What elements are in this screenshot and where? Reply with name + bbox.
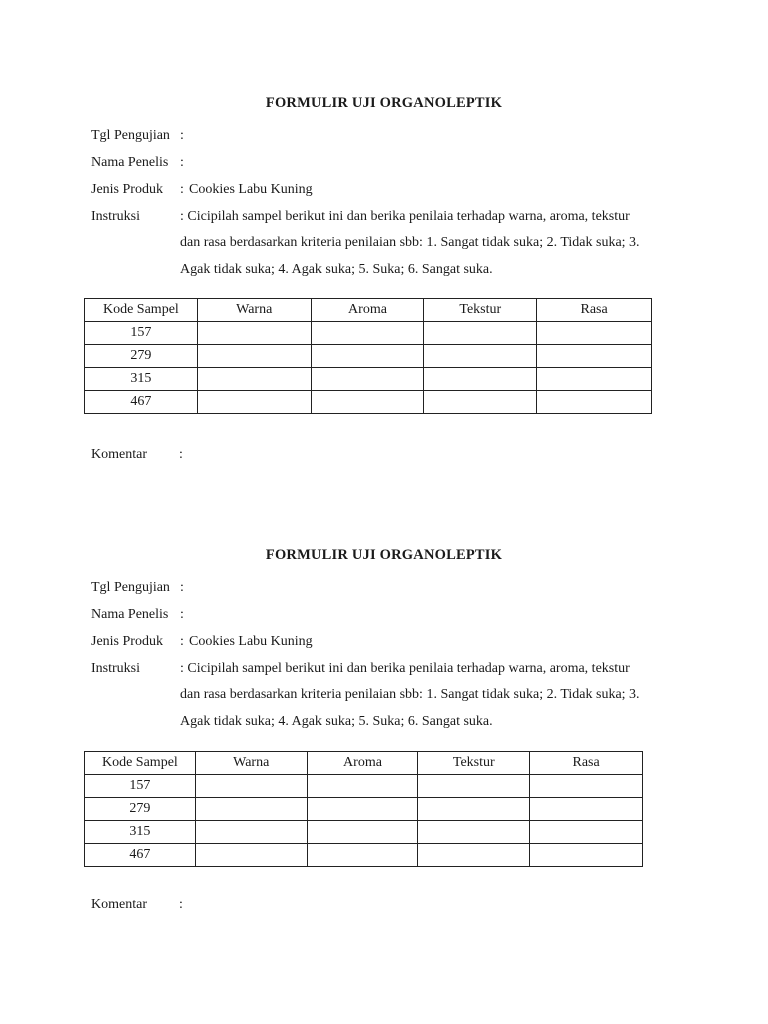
instruksi-line-2: dan rasa berdasarkan kriteria penilaian sbb: 1. Sangat tidak suka; 2. Tidak suka; 3.	[180, 687, 640, 702]
komentar-colon: :	[179, 447, 183, 462]
instruksi-line-3: Agak tidak suka; 4. Agak suka; 5. Suka; 6. Sangat suka.	[180, 714, 493, 729]
header-aroma: Aroma	[307, 752, 418, 775]
instruksi-line-3: Agak tidak suka; 4. Agak suka; 5. Suka; 6. Sangat suka.	[180, 262, 493, 277]
sample-code-cell: 467	[85, 844, 196, 867]
instruksi-label: Instruksi	[91, 661, 140, 676]
table-header-row	[85, 752, 643, 775]
table-row	[85, 844, 643, 867]
form-2	[0, 547, 768, 997]
warna-score-cell[interactable]	[195, 844, 307, 867]
rasa-score-cell[interactable]	[537, 345, 652, 368]
header-aroma: Aroma	[311, 299, 424, 322]
table-row	[85, 821, 643, 844]
header-rasa: Rasa	[537, 299, 652, 322]
jenis-produk-value: Cookies Labu Kuning	[189, 182, 313, 197]
nama-penelis-colon: :	[180, 155, 184, 170]
komentar-row	[91, 447, 183, 463]
rasa-score-cell[interactable]	[530, 775, 643, 798]
score-table	[84, 751, 643, 867]
tekstur-score-cell[interactable]	[418, 844, 530, 867]
table-row	[85, 775, 643, 798]
jenis-produk-label: Jenis Produk	[91, 182, 163, 197]
nama-penelis-label: Nama Penelis	[91, 155, 169, 170]
tgl-pengujian-colon: :	[180, 580, 184, 595]
nama-penelis-colon: :	[180, 607, 184, 622]
jenis-produk-colon: :	[180, 634, 184, 649]
sample-code-cell: 315	[85, 368, 198, 391]
rasa-score-cell[interactable]	[530, 844, 643, 867]
sample-code-cell: 157	[85, 322, 198, 345]
sample-code-cell: 157	[85, 775, 196, 798]
tekstur-score-cell[interactable]	[418, 798, 530, 821]
sample-code-cell: 315	[85, 821, 196, 844]
rasa-score-cell[interactable]	[537, 322, 652, 345]
aroma-score-cell[interactable]	[307, 798, 418, 821]
tgl-pengujian-label: Tgl Pengujian	[91, 128, 170, 143]
aroma-score-cell[interactable]	[307, 844, 418, 867]
warna-score-cell[interactable]	[195, 798, 307, 821]
aroma-score-cell[interactable]	[311, 391, 424, 414]
table-row	[85, 345, 652, 368]
table-header-row	[85, 299, 652, 322]
form-title: FORMULIR UJI ORGANOLEPTIK	[265, 547, 503, 563]
tekstur-score-cell[interactable]	[418, 775, 530, 798]
tekstur-score-cell[interactable]	[424, 322, 537, 345]
warna-score-cell[interactable]	[195, 775, 307, 798]
table-row	[85, 368, 652, 391]
instruksi-line-1: : Cicipilah sampel berikut ini dan berika penilaia terhadap warna, aroma, tekstur	[180, 209, 630, 224]
jenis-produk-label: Jenis Produk	[91, 634, 163, 649]
header-warna: Warna	[197, 299, 311, 322]
jenis-produk-colon: :	[180, 182, 184, 197]
tekstur-score-cell[interactable]	[424, 391, 537, 414]
header-warna: Warna	[195, 752, 307, 775]
warna-score-cell[interactable]	[197, 368, 311, 391]
tekstur-score-cell[interactable]	[418, 821, 530, 844]
aroma-score-cell[interactable]	[311, 322, 424, 345]
warna-score-cell[interactable]	[197, 345, 311, 368]
komentar-row	[91, 897, 183, 913]
table-row	[85, 798, 643, 821]
header-kode-sampel: Kode Sampel	[85, 752, 196, 775]
nama-penelis-label: Nama Penelis	[91, 607, 169, 622]
tekstur-score-cell[interactable]	[424, 345, 537, 368]
rasa-score-cell[interactable]	[530, 798, 643, 821]
warna-score-cell[interactable]	[195, 821, 307, 844]
rasa-score-cell[interactable]	[537, 391, 652, 414]
komentar-colon: :	[179, 897, 183, 912]
rasa-score-cell[interactable]	[530, 821, 643, 844]
header-tekstur: Tekstur	[424, 299, 537, 322]
header-kode-sampel: Kode Sampel	[85, 299, 198, 322]
tgl-pengujian-label: Tgl Pengujian	[91, 580, 170, 595]
table-row	[85, 322, 652, 345]
warna-score-cell[interactable]	[197, 391, 311, 414]
aroma-score-cell[interactable]	[307, 775, 418, 798]
aroma-score-cell[interactable]	[311, 345, 424, 368]
rasa-score-cell[interactable]	[537, 368, 652, 391]
instruksi-line-2: dan rasa berdasarkan kriteria penilaian sbb: 1. Sangat tidak suka; 2. Tidak suka; 3.	[180, 235, 640, 250]
aroma-score-cell[interactable]	[311, 368, 424, 391]
aroma-score-cell[interactable]	[307, 821, 418, 844]
form-title: FORMULIR UJI ORGANOLEPTIK	[265, 95, 503, 111]
form-1	[0, 95, 768, 545]
sample-code-cell: 467	[85, 391, 198, 414]
score-table	[84, 298, 652, 414]
tgl-pengujian-colon: :	[180, 128, 184, 143]
table-row	[85, 391, 652, 414]
header-rasa: Rasa	[530, 752, 643, 775]
komentar-label: Komentar	[91, 447, 147, 462]
warna-score-cell[interactable]	[197, 322, 311, 345]
tekstur-score-cell[interactable]	[424, 368, 537, 391]
jenis-produk-value: Cookies Labu Kuning	[189, 634, 313, 649]
instruksi-label: Instruksi	[91, 209, 140, 224]
header-tekstur: Tekstur	[418, 752, 530, 775]
sample-code-cell: 279	[85, 345, 198, 368]
instruksi-line-1: : Cicipilah sampel berikut ini dan berika penilaia terhadap warna, aroma, tekstur	[180, 661, 630, 676]
komentar-label: Komentar	[91, 897, 147, 912]
sample-code-cell: 279	[85, 798, 196, 821]
